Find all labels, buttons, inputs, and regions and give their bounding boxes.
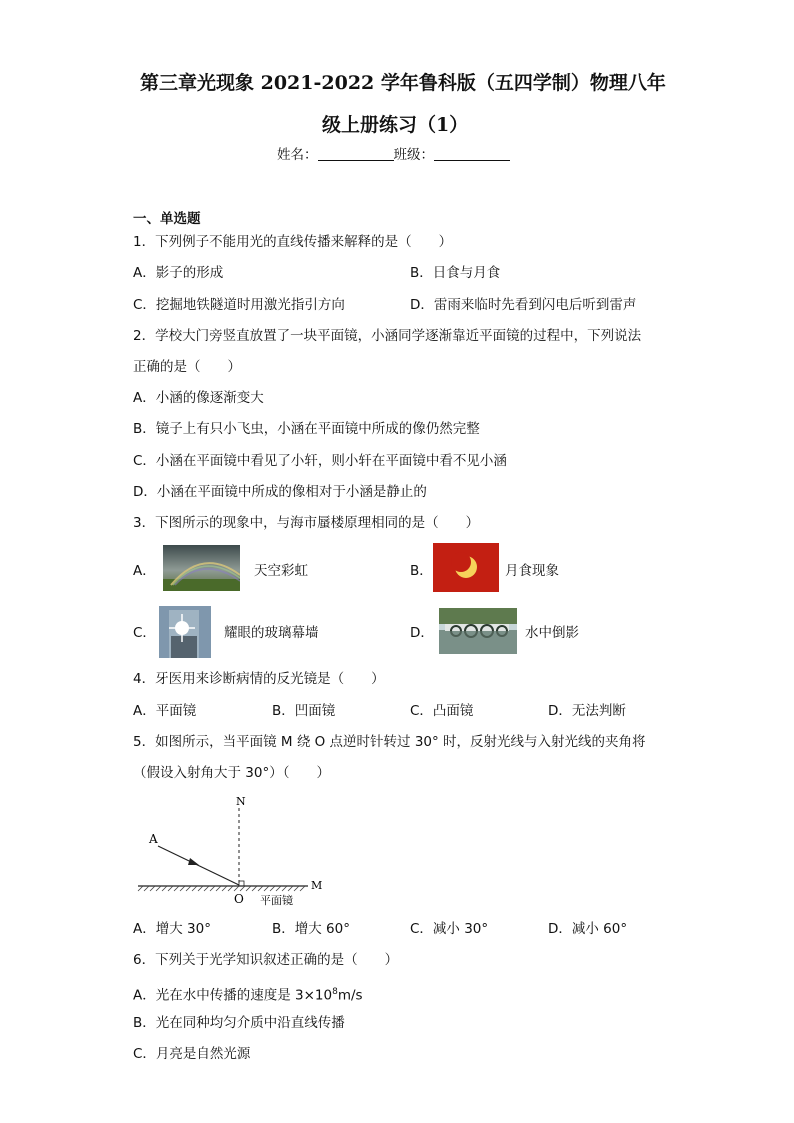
q2-option-b[interactable]: B．镜子上有只小飞虫，小涵在平面镜中所成的像仍然完整 [133,421,480,437]
label-m: M [311,879,323,892]
label-n: N [236,795,246,808]
lunar-eclipse-image [433,543,499,592]
q3-option-c-text: 耀眼的玻璃幕墙 [224,625,319,641]
q3-option-a-letter[interactable]: A． [133,563,156,579]
class-blank[interactable] [434,146,510,161]
q4-stem: 4．牙医用来诊断病情的反光镜是（ ） [133,671,385,687]
q3-stem: 3．下图所示的现象中，与海市蜃楼原理相同的是（ ） [133,515,480,531]
q3-option-d-letter[interactable]: D． [410,625,434,641]
q6-option-a[interactable] [133,983,363,1005]
q3-option-b-letter[interactable]: B． [410,563,433,579]
q5-option-b[interactable]: B．增大 60° [272,921,350,937]
q6-option-a-exponent: 8 [332,987,338,997]
glass-wall-image [159,606,211,658]
q6-option-b[interactable]: B．光在同种均匀介质中沿直线传播 [133,1015,345,1031]
class-label: 班级： [393,147,434,163]
q2-stem: 2．学校大门旁竖直放置了一块平面镜，小涵同学逐渐靠近平面镜的过程中，下列说法 [133,328,642,344]
q4-option-a[interactable]: A．平面镜 [133,703,197,719]
q3-option-c-letter[interactable]: C． [133,625,156,641]
rainbow-image [163,545,240,591]
q1-option-d[interactable]: D．雷雨来临时先看到闪电后听到雷声 [410,297,637,313]
q1-option-b[interactable]: B．日食与月食 [410,265,501,281]
name-label: 姓名： [277,147,318,163]
page-title-line2: 级上册练习（1） [322,114,469,136]
q3-option-a-text: 天空彩虹 [254,563,308,579]
label-a: A [149,832,158,846]
q1-option-c[interactable]: C．挖掘地铁隧道时用激光指引方向 [133,297,345,313]
q5-stem: 5．如图所示，当平面镜 M 绕 O 点逆时针转过 30° 时，反射光线与入射光线的夹角将 [133,734,646,750]
mirror-caption: 平面镜 [260,894,293,907]
section-heading: 一、单选题 [133,211,201,227]
incident-ray [158,846,239,885]
q5-option-a[interactable]: A．增大 30° [133,921,211,937]
q2-option-a[interactable]: A．小涵的像逐渐变大 [133,390,264,406]
q6-option-a-unit: m/s [337,987,363,1004]
q3-option-b-text: 月食现象 [505,563,559,579]
q4-option-d[interactable]: D．无法判断 [548,703,626,719]
name-blank[interactable] [318,146,394,161]
q4-option-b[interactable]: B．凹面镜 [272,703,336,719]
bridge-reflection-image [439,608,517,654]
q5-stem-cont: （假设入射角大于 30°）（ ） [133,765,330,781]
page-title: 第三章光现象 2021-2022 学年鲁科版（五四学制）物理八年 [140,72,666,94]
q6-option-c[interactable]: C．月亮是自然光源 [133,1046,251,1062]
ray-arrow-icon [188,858,199,865]
right-angle-mark [239,881,244,886]
q3-option-d-text: 水中倒影 [525,625,579,641]
mirror-hatching [138,886,305,891]
q1-stem: 1．下列例子不能用光的直线传播来解释的是（ ） [133,234,453,250]
mirror-diagram [130,790,330,910]
q6-stem: 6．下列关于光学知识叙述正确的是（ ） [133,952,399,968]
q5-option-c[interactable]: C．减小 30° [410,921,489,937]
q5-option-d[interactable]: D．减小 60° [548,921,628,937]
q4-option-c[interactable]: C．凸面镜 [410,703,474,719]
q6-option-a-text: A．光在水中传播的速度是 3×10 [133,987,333,1004]
q2-stem-cont: 正确的是（ ） [133,359,241,375]
label-o: O [234,892,244,906]
q1-option-a[interactable]: A．影子的形成 [133,265,224,281]
student-info [277,146,510,164]
q2-option-d[interactable]: D．小涵在平面镜中所成的像相对于小涵是静止的 [133,484,427,500]
q2-option-c[interactable]: C．小涵在平面镜中看见了小轩，则小轩在平面镜中看不见小涵 [133,453,507,469]
